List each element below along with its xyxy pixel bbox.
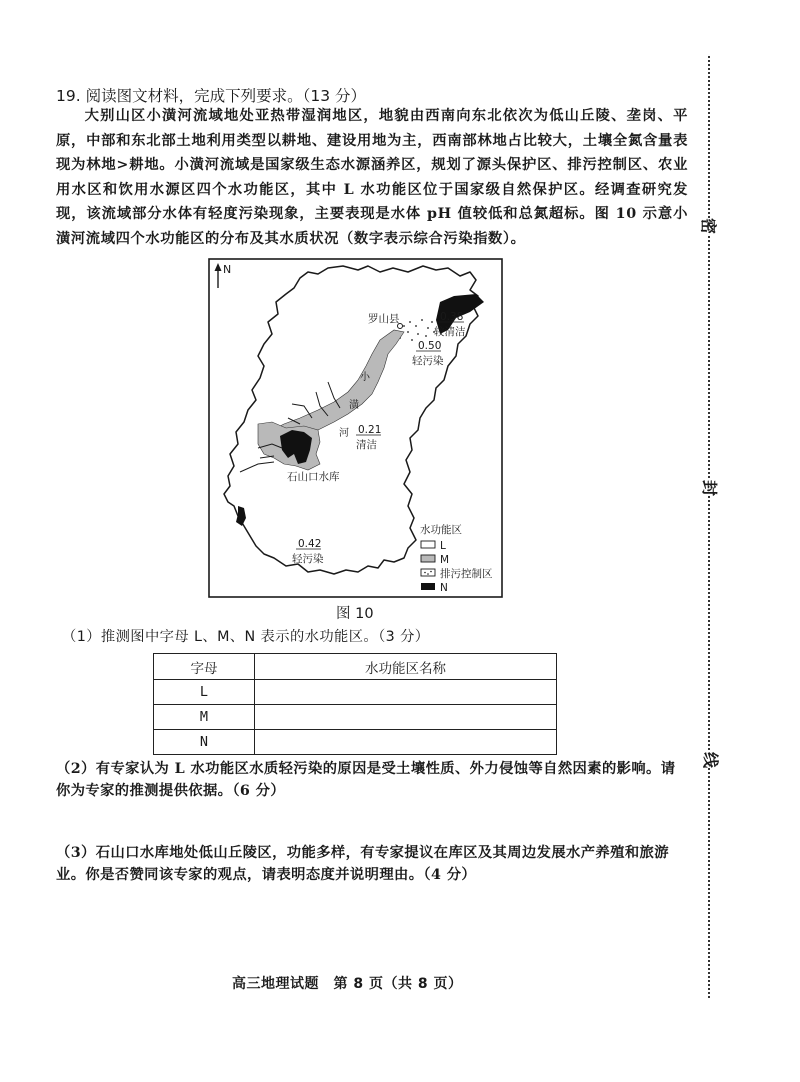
binding-dotted-line [708, 56, 710, 998]
reservoir-label: 石山口水库 [287, 471, 340, 483]
legend-label: M [440, 554, 450, 566]
table-row [154, 730, 557, 755]
row-letter: N [154, 730, 255, 755]
legend-label: L [440, 540, 446, 552]
row-letter: L [154, 680, 255, 705]
quality-index: 0.21 [358, 424, 382, 436]
material-paragraph: 大别山区小潢河流域地处亚热带湿润地区，地貌由西南向东北依次为低山丘陵、垄岗、平原，中部和东北部土地利用类型以耕地、建设用地为主，西南部林地占比较大，土壤全氮含量表现为林地>耕地。小潢河流域是国家级生态水源涵养区，规划了源头保护区、排污控制区、农业用水区和饮用水源区四个水功能区，其中 L 水功能区位于国家级自然保护区。经调查研究发现，该流域部分水体有轻度污染现象，主要表现是水体 pH 值较低和总氮超标。图 10 示意小潢河流域四个水功能区的分布及其水质状况（数字表示综合污染指数）。 [56, 108, 688, 247]
answer-cell-l[interactable] [255, 680, 557, 705]
legend-swatch-m [421, 555, 435, 562]
legend-label: 排污控制区 [440, 568, 493, 580]
quality-status: 轻污染 [412, 355, 444, 367]
legend-swatch-discharge [421, 569, 435, 576]
header-letter: 字母 [154, 654, 255, 680]
quality-status: 轻污染 [292, 553, 324, 565]
legend-swatch-n [421, 583, 435, 590]
legend-swatch-l [421, 541, 435, 548]
quality-index: 0.38 [440, 311, 464, 323]
river-label-char: 河 [339, 428, 349, 439]
county-label: 罗山县 [368, 313, 400, 325]
quality-index: 0.50 [418, 340, 442, 352]
table-row [154, 705, 557, 730]
answer-cell-m[interactable] [255, 705, 557, 730]
binding-char-mi: 密 [699, 217, 719, 235]
quality-status: 较清洁 [434, 326, 466, 338]
answer-table-header [154, 654, 557, 680]
sub-question-2: （2）有专家认为 L 水功能区水质轻污染的原因是受土壤性质、外力侵蚀等自然因素的影响。请你为专家的推测提供依据。（6 分） [56, 761, 676, 799]
figure-10-map [208, 258, 503, 598]
quality-status: 清洁 [356, 439, 377, 451]
table-row [154, 680, 557, 705]
row-letter: M [154, 705, 255, 730]
question-title: 19. 阅读图文材料，完成下列要求。（13 分） [56, 87, 366, 105]
sub-question-1: （1）推测图中字母 L、M、N 表示的水功能区。（3 分） [62, 629, 430, 645]
sub-question-3: （3）石山口水库地处低山丘陵区，功能多样，有专家提议在库区及其周边发展水产养殖和旅游业。你是否赞同该专家的观点，请表明态度并说明理由。（4 分） [56, 845, 669, 883]
north-label: N [223, 263, 232, 276]
figure-caption: 图 10 [336, 606, 374, 622]
header-zone-name: 水功能区名称 [255, 654, 557, 680]
page-footer: 高三地理试题 第 8 页（共 8 页） [232, 976, 463, 992]
binding-char-feng: 封 [700, 479, 720, 497]
river-label-char: 小 [360, 372, 370, 383]
river-label-char: 潢 [349, 400, 359, 411]
answer-table [153, 653, 557, 755]
binding-char-xian: 线 [701, 751, 721, 769]
quality-index: 0.42 [298, 538, 322, 550]
legend-label: N [440, 582, 448, 594]
answer-cell-n[interactable] [255, 730, 557, 755]
legend-title: 水功能区 [420, 524, 462, 536]
